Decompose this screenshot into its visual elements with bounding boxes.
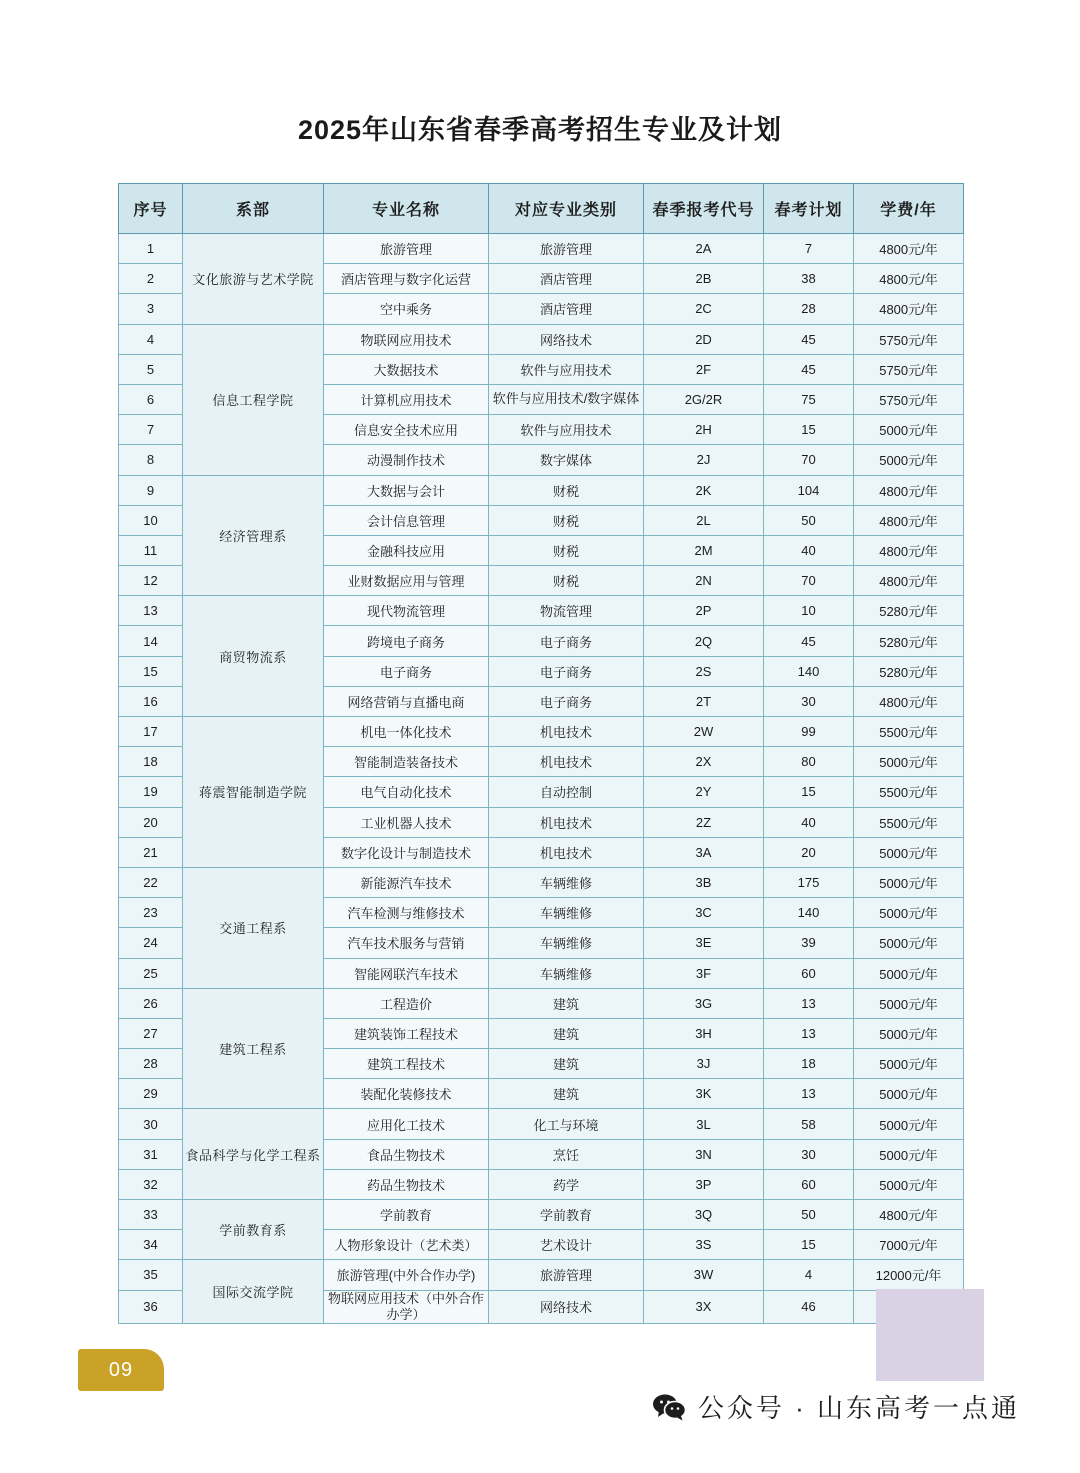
cell-code: 3A xyxy=(644,837,764,867)
cell-code: 3H xyxy=(644,1018,764,1048)
cell-major: 智能制造装备技术 xyxy=(324,747,489,777)
cell-index: 35 xyxy=(119,1260,183,1290)
cell-category: 电子商务 xyxy=(489,686,644,716)
cell-plan: 99 xyxy=(764,717,854,747)
cell-major: 旅游管理 xyxy=(324,234,489,264)
cell-fee: 4800元/年 xyxy=(854,475,964,505)
cell-plan: 15 xyxy=(764,415,854,445)
cell-code: 2C xyxy=(644,294,764,324)
enrollment-plan-table-wrapper xyxy=(118,183,963,1324)
cell-major: 工程造价 xyxy=(324,988,489,1018)
cell-index: 30 xyxy=(119,1109,183,1139)
cell-fee: 5000元/年 xyxy=(854,1169,964,1199)
cell-major: 金融科技应用 xyxy=(324,535,489,565)
cell-department: 文化旅游与艺术学院 xyxy=(183,234,324,325)
cell-index: 28 xyxy=(119,1049,183,1079)
cell-major: 汽车技术服务与营销 xyxy=(324,928,489,958)
cell-code: 2N xyxy=(644,566,764,596)
cell-category: 车辆维修 xyxy=(489,928,644,958)
cell-department: 建筑工程系 xyxy=(183,988,324,1109)
cell-index: 4 xyxy=(119,324,183,354)
cell-index: 6 xyxy=(119,384,183,414)
cell-code: 2Q xyxy=(644,626,764,656)
cell-code: 3S xyxy=(644,1230,764,1260)
cell-fee: 5000元/年 xyxy=(854,988,964,1018)
cell-index: 21 xyxy=(119,837,183,867)
cell-plan: 104 xyxy=(764,475,854,505)
cell-major: 装配化装修技术 xyxy=(324,1079,489,1109)
cell-major: 网络营销与直播电商 xyxy=(324,686,489,716)
cell-plan: 45 xyxy=(764,324,854,354)
cell-category: 烹饪 xyxy=(489,1139,644,1169)
cell-plan: 38 xyxy=(764,264,854,294)
cell-major: 动漫制作技术 xyxy=(324,445,489,475)
cell-category: 物流管理 xyxy=(489,596,644,626)
cell-index: 12 xyxy=(119,566,183,596)
cell-fee: 5000元/年 xyxy=(854,898,964,928)
wechat-icon xyxy=(652,1393,686,1421)
cell-plan: 50 xyxy=(764,1200,854,1230)
cell-department: 信息工程学院 xyxy=(183,324,324,475)
cell-code: 2F xyxy=(644,354,764,384)
footer-text: 公众号 · 山东高考一点通 xyxy=(697,1393,1020,1423)
table-row xyxy=(119,867,964,897)
column-header-category: 对应专业类别 xyxy=(489,184,644,234)
cell-index: 29 xyxy=(119,1079,183,1109)
cell-code: 2D xyxy=(644,324,764,354)
cell-plan: 7 xyxy=(764,234,854,264)
cell-category: 机电技术 xyxy=(489,747,644,777)
cell-category: 财税 xyxy=(489,475,644,505)
cell-plan: 45 xyxy=(764,626,854,656)
cell-major: 会计信息管理 xyxy=(324,505,489,535)
cell-category: 电子商务 xyxy=(489,626,644,656)
cell-code: 2H xyxy=(644,415,764,445)
footer-brand xyxy=(652,1388,1020,1425)
cell-fee: 5750元/年 xyxy=(854,324,964,354)
cell-fee: 5000元/年 xyxy=(854,445,964,475)
cell-major: 数字化设计与制造技术 xyxy=(324,837,489,867)
cell-major: 业财数据应用与管理 xyxy=(324,566,489,596)
cell-plan: 40 xyxy=(764,807,854,837)
cell-plan: 30 xyxy=(764,1139,854,1169)
cell-category: 建筑 xyxy=(489,1018,644,1048)
cell-index: 1 xyxy=(119,234,183,264)
cell-plan: 45 xyxy=(764,354,854,384)
cell-plan: 13 xyxy=(764,1079,854,1109)
cell-major: 计算机应用技术 xyxy=(324,384,489,414)
table-row xyxy=(119,1109,964,1139)
cell-major: 药品生物技术 xyxy=(324,1169,489,1199)
cell-major: 建筑装饰工程技术 xyxy=(324,1018,489,1048)
cell-major: 信息安全技术应用 xyxy=(324,415,489,445)
cell-index: 15 xyxy=(119,656,183,686)
cell-plan: 46 xyxy=(764,1290,854,1324)
cell-fee: 5000元/年 xyxy=(854,1018,964,1048)
cell-plan: 70 xyxy=(764,566,854,596)
cell-plan: 30 xyxy=(764,686,854,716)
cell-category: 财税 xyxy=(489,505,644,535)
column-header-major: 专业名称 xyxy=(324,184,489,234)
cell-index: 10 xyxy=(119,505,183,535)
cell-index: 19 xyxy=(119,777,183,807)
cell-fee: 5750元/年 xyxy=(854,354,964,384)
cell-major: 旅游管理(中外合作办学) xyxy=(324,1260,489,1290)
cell-category: 建筑 xyxy=(489,1079,644,1109)
cell-fee: 5000元/年 xyxy=(854,867,964,897)
cell-major: 跨境电子商务 xyxy=(324,626,489,656)
cell-major: 酒店管理与数字化运营 xyxy=(324,264,489,294)
cell-fee: 4800元/年 xyxy=(854,234,964,264)
cell-code: 3X xyxy=(644,1290,764,1324)
cell-major: 大数据技术 xyxy=(324,354,489,384)
cell-fee: 5280元/年 xyxy=(854,626,964,656)
cell-category: 药学 xyxy=(489,1169,644,1199)
cell-category: 数字媒体 xyxy=(489,445,644,475)
cell-index: 33 xyxy=(119,1200,183,1230)
qr-code-placeholder xyxy=(876,1289,984,1381)
cell-index: 18 xyxy=(119,747,183,777)
column-header-index: 序号 xyxy=(119,184,183,234)
cell-fee: 5000元/年 xyxy=(854,1049,964,1079)
cell-code: 2P xyxy=(644,596,764,626)
cell-code: 3W xyxy=(644,1260,764,1290)
table-row xyxy=(119,1200,964,1230)
cell-major: 智能网联汽车技术 xyxy=(324,958,489,988)
cell-major: 人物形象设计（艺术类） xyxy=(324,1230,489,1260)
cell-index: 13 xyxy=(119,596,183,626)
cell-department: 学前教育系 xyxy=(183,1200,324,1260)
cell-index: 20 xyxy=(119,807,183,837)
cell-major: 新能源汽车技术 xyxy=(324,867,489,897)
cell-plan: 60 xyxy=(764,1169,854,1199)
table-row xyxy=(119,1260,964,1290)
cell-category: 化工与环境 xyxy=(489,1109,644,1139)
cell-major: 工业机器人技术 xyxy=(324,807,489,837)
cell-fee: 5000元/年 xyxy=(854,928,964,958)
cell-index: 31 xyxy=(119,1139,183,1169)
cell-department: 国际交流学院 xyxy=(183,1260,324,1324)
cell-index: 9 xyxy=(119,475,183,505)
cell-fee: 5000元/年 xyxy=(854,1079,964,1109)
cell-department: 食品科学与化学工程系 xyxy=(183,1109,324,1200)
cell-fee: 5000元/年 xyxy=(854,747,964,777)
cell-index: 3 xyxy=(119,294,183,324)
cell-code: 3P xyxy=(644,1169,764,1199)
cell-department: 交通工程系 xyxy=(183,867,324,988)
cell-category: 旅游管理 xyxy=(489,234,644,264)
column-header-department: 系部 xyxy=(183,184,324,234)
cell-code: 3Q xyxy=(644,1200,764,1230)
cell-department: 蒋震智能制造学院 xyxy=(183,717,324,868)
cell-code: 3C xyxy=(644,898,764,928)
page-title: 2025年山东省春季高考招生专业及计划 xyxy=(297,115,783,145)
cell-fee: 5750元/年 xyxy=(854,384,964,414)
cell-plan: 60 xyxy=(764,958,854,988)
cell-index: 16 xyxy=(119,686,183,716)
cell-code: 3F xyxy=(644,958,764,988)
cell-plan: 15 xyxy=(764,1230,854,1260)
cell-code: 2J xyxy=(644,445,764,475)
cell-category: 自动控制 xyxy=(489,777,644,807)
cell-index: 26 xyxy=(119,988,183,1018)
cell-code: 3B xyxy=(644,867,764,897)
cell-fee: 4800元/年 xyxy=(854,686,964,716)
cell-category: 酒店管理 xyxy=(489,264,644,294)
cell-plan: 15 xyxy=(764,777,854,807)
cell-fee: 4800元/年 xyxy=(854,1200,964,1230)
cell-fee: 7000元/年 xyxy=(854,1230,964,1260)
cell-index: 5 xyxy=(119,354,183,384)
cell-category: 建筑 xyxy=(489,1049,644,1079)
cell-category: 机电技术 xyxy=(489,717,644,747)
cell-code: 2X xyxy=(644,747,764,777)
cell-major: 大数据与会计 xyxy=(324,475,489,505)
cell-category: 软件与应用技术/数字媒体 xyxy=(489,384,644,414)
cell-plan: 80 xyxy=(764,747,854,777)
table-body xyxy=(119,234,964,1324)
cell-code: 2M xyxy=(644,535,764,565)
cell-code: 3E xyxy=(644,928,764,958)
cell-plan: 50 xyxy=(764,505,854,535)
cell-fee: 4800元/年 xyxy=(854,294,964,324)
cell-department: 经济管理系 xyxy=(183,475,324,596)
cell-code: 2T xyxy=(644,686,764,716)
cell-code: 2G/2R xyxy=(644,384,764,414)
cell-code: 2A xyxy=(644,234,764,264)
cell-code: 2K xyxy=(644,475,764,505)
column-header-plan: 春考计划 xyxy=(764,184,854,234)
cell-category: 学前教育 xyxy=(489,1200,644,1230)
column-header-fee: 学费/年 xyxy=(854,184,964,234)
cell-fee: 12000元/年 xyxy=(854,1260,964,1290)
cell-index: 11 xyxy=(119,535,183,565)
cell-fee: 5500元/年 xyxy=(854,717,964,747)
cell-code: 2Y xyxy=(644,777,764,807)
cell-plan: 20 xyxy=(764,837,854,867)
cell-index: 2 xyxy=(119,264,183,294)
cell-category: 财税 xyxy=(489,535,644,565)
cell-plan: 40 xyxy=(764,535,854,565)
cell-fee: 5000元/年 xyxy=(854,958,964,988)
cell-fee: 4800元/年 xyxy=(854,566,964,596)
cell-fee: 5500元/年 xyxy=(854,807,964,837)
cell-fee: 4800元/年 xyxy=(854,535,964,565)
cell-code: 3J xyxy=(644,1049,764,1079)
cell-code: 2L xyxy=(644,505,764,535)
cell-major: 应用化工技术 xyxy=(324,1109,489,1139)
cell-code: 3K xyxy=(644,1079,764,1109)
cell-plan: 28 xyxy=(764,294,854,324)
table-header-row xyxy=(119,184,964,234)
cell-plan: 39 xyxy=(764,928,854,958)
cell-major: 空中乘务 xyxy=(324,294,489,324)
cell-category: 软件与应用技术 xyxy=(489,415,644,445)
cell-plan: 13 xyxy=(764,988,854,1018)
column-header-code: 春季报考代号 xyxy=(644,184,764,234)
cell-fee: 5280元/年 xyxy=(854,596,964,626)
cell-code: 3N xyxy=(644,1139,764,1169)
cell-code: 3L xyxy=(644,1109,764,1139)
cell-fee: 5000元/年 xyxy=(854,837,964,867)
cell-major: 学前教育 xyxy=(324,1200,489,1230)
cell-index: 14 xyxy=(119,626,183,656)
table-row xyxy=(119,324,964,354)
cell-category: 艺术设计 xyxy=(489,1230,644,1260)
cell-category: 财税 xyxy=(489,566,644,596)
cell-code: 2W xyxy=(644,717,764,747)
cell-major: 机电一体化技术 xyxy=(324,717,489,747)
cell-major: 物联网应用技术（中外合作办学） xyxy=(324,1290,489,1324)
cell-plan: 18 xyxy=(764,1049,854,1079)
cell-index: 17 xyxy=(119,717,183,747)
cell-plan: 4 xyxy=(764,1260,854,1290)
cell-major: 食品生物技术 xyxy=(324,1139,489,1169)
cell-plan: 140 xyxy=(764,898,854,928)
cell-index: 22 xyxy=(119,867,183,897)
cell-code: 3G xyxy=(644,988,764,1018)
cell-major: 现代物流管理 xyxy=(324,596,489,626)
table-row xyxy=(119,234,964,264)
cell-category: 车辆维修 xyxy=(489,898,644,928)
cell-category: 软件与应用技术 xyxy=(489,354,644,384)
cell-plan: 175 xyxy=(764,867,854,897)
cell-category: 车辆维修 xyxy=(489,867,644,897)
cell-fee: 4800元/年 xyxy=(854,264,964,294)
cell-major: 电子商务 xyxy=(324,656,489,686)
cell-category: 网络技术 xyxy=(489,1290,644,1324)
cell-index: 25 xyxy=(119,958,183,988)
table-row xyxy=(119,475,964,505)
cell-fee: 5000元/年 xyxy=(854,415,964,445)
cell-code: 2S xyxy=(644,656,764,686)
cell-index: 27 xyxy=(119,1018,183,1048)
page-number-badge: 09 xyxy=(78,1349,164,1391)
cell-index: 24 xyxy=(119,928,183,958)
cell-fee: 5000元/年 xyxy=(854,1109,964,1139)
cell-plan: 140 xyxy=(764,656,854,686)
cell-major: 物联网应用技术 xyxy=(324,324,489,354)
table-head xyxy=(119,184,964,234)
cell-major: 电气自动化技术 xyxy=(324,777,489,807)
cell-fee: 5280元/年 xyxy=(854,656,964,686)
cell-category: 机电技术 xyxy=(489,807,644,837)
cell-plan: 13 xyxy=(764,1018,854,1048)
cell-index: 34 xyxy=(119,1230,183,1260)
cell-major: 汽车检测与维修技术 xyxy=(324,898,489,928)
cell-plan: 75 xyxy=(764,384,854,414)
cell-plan: 70 xyxy=(764,445,854,475)
cell-category: 车辆维修 xyxy=(489,958,644,988)
cell-index: 23 xyxy=(119,898,183,928)
cell-department: 商贸物流系 xyxy=(183,596,324,717)
cell-fee: 5000元/年 xyxy=(854,1139,964,1169)
cell-fee: 5500元/年 xyxy=(854,777,964,807)
cell-category: 酒店管理 xyxy=(489,294,644,324)
cell-plan: 58 xyxy=(764,1109,854,1139)
cell-category: 电子商务 xyxy=(489,656,644,686)
table-row xyxy=(119,988,964,1018)
cell-code: 2B xyxy=(644,264,764,294)
cell-major: 建筑工程技术 xyxy=(324,1049,489,1079)
enrollment-plan-table xyxy=(118,183,964,1324)
cell-index: 36 xyxy=(119,1290,183,1324)
table-row xyxy=(119,717,964,747)
cell-category: 机电技术 xyxy=(489,837,644,867)
cell-category: 旅游管理 xyxy=(489,1260,644,1290)
cell-index: 32 xyxy=(119,1169,183,1199)
cell-fee: 4800元/年 xyxy=(854,505,964,535)
cell-index: 7 xyxy=(119,415,183,445)
table-row xyxy=(119,596,964,626)
cell-plan: 10 xyxy=(764,596,854,626)
cell-category: 建筑 xyxy=(489,988,644,1018)
cell-code: 2Z xyxy=(644,807,764,837)
cell-index: 8 xyxy=(119,445,183,475)
cell-category: 网络技术 xyxy=(489,324,644,354)
